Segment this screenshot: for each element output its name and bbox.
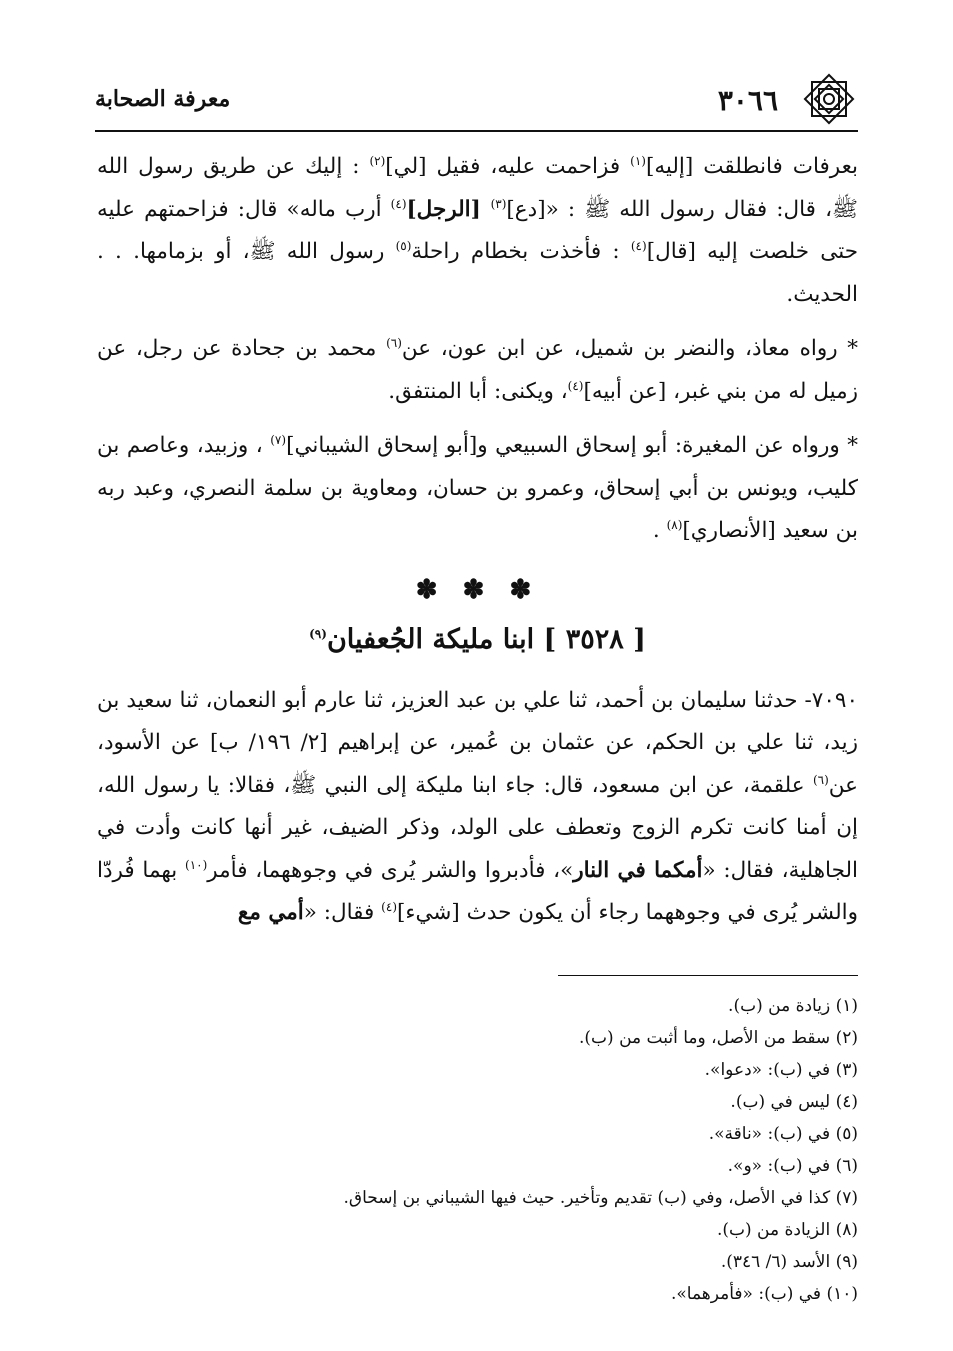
footnote: (١) زيادة من (ب). [728, 996, 858, 1016]
footnote: (٢) سقط من الأصل، وما أثبت من (ب). [579, 1028, 858, 1048]
footnote-marker: (٧) [270, 432, 287, 447]
section-heading: [ ٣٥٢٨ ] ابنا مليكة الجُعفيان$^{(٩)}$ [309, 624, 646, 655]
footnote-marker: (٥) [395, 238, 412, 253]
page-header [95, 70, 858, 132]
footnote-marker: (٤) [630, 238, 647, 253]
section-divider-stars: ✽ ✽ ✽ [415, 574, 540, 605]
footnote: (٧) كذا في الأصل، وفي (ب) تقديم وتأخير. حيث فيها الشيباني بن إسحاق. [343, 1188, 858, 1208]
footnote: (٩) الأسد (٦/ ٣٤٦). [720, 1252, 858, 1272]
footnote-separator [558, 975, 858, 976]
paragraph: * ورواه عن المغيرة: أبو إسحاق السبيعي و[أبو إسحاق الشيباني]$^{(٧)}$ ، وزبيد، وعاصم بن كليب، ويونس بن أبي إسحاق، وعمرو بن حسان، ومعاوية بن سلمة النصري، وعبد ربه بن سعيد [الأنصاري]$^{(٨)}$ . [97, 432, 858, 543]
footnote: (٦) في (ب): «و». [727, 1156, 858, 1176]
main-text [97, 146, 858, 935]
footnote: (٤) ليس في (ب). [730, 1092, 858, 1112]
footnote-marker: (٢) [369, 153, 386, 168]
footnote-marker: (٤) [567, 378, 584, 393]
footnote: (٨) الزيادة من (ب). [716, 1220, 858, 1240]
footnote-marker: (٩) [309, 627, 327, 641]
paragraph: ٧٠٩٠- حدثنا سليمان بن أحمد، ثنا علي بن عبد العزيز، ثنا عارم أبو النعمان، ثنا سعيد بن زيد، ثنا علي بن الحكم، عن عثمان بن عُمير، عن إبراهيم [٢/ ١٩٦/ ب] عن الأسود، عن$^{(٦)}$ علقمة، عن ابن مسعود، قال: جاء ابنا مليكة إلى النبي ﷺ، فقالا: يا رسول الله، إن أمنا كانت تكرم الزوج وتعطف على الولد، وذكر الضيف، غير أنها كانت وأدت في الجاهلية، فقال: «أمكما في النار»، فأدبروا والشر يُرى في وجوههما، فأمر$^{(١٠)}$ بهما فُردّا والشر يُرى في وجوههما رجاء أن يكون حدث [شيء]$^{(٤)}$ فقال: «أمي مع [97, 687, 859, 925]
octagram-ornament-icon [800, 70, 858, 128]
footnote-marker: (١) [630, 153, 646, 168]
footnote-marker: (٨) [666, 517, 683, 532]
footnotes [95, 990, 858, 1310]
footnote: (١٠) في (ب): «فأمرهما». [670, 1284, 858, 1304]
footnote-marker: (٦) [386, 335, 402, 350]
footnote-marker: (٣) [490, 196, 507, 211]
footnote: (٥) في (ب): «ناقة». [708, 1124, 858, 1144]
footnote-marker: (٤) [381, 899, 397, 914]
paragraph: * رواه معاذ، والنضر بن شميل، عن ابن عون، عن$^{(٦)}$ محمد بن جحادة عن رجل، عن زميل له من بني غبر، [عن أبيه]$^{(٤)}$، ويكنى: أبا المنتفق. [97, 335, 859, 404]
footnote-marker: (٦) [812, 772, 829, 787]
footnote-marker: (١٠) [185, 857, 208, 872]
paragraph: بعرفات فانطلقت [إليه]$^{(١)}$ فزاحمت عليه، فقيل [لي]$^{(٢)}$ : إليك عن طريق رسول الله ﷺ، قال: فقال رسول الله ﷺ : «[دع]$^{(٣)}$ [الرجل]$^{(٤)}$ أرب ماله» قال: فزاحمتهم عليه حتى خلصت إليه [قال]$^{(٤)}$ : فأخذت بخطام راحلة$^{(٥)}$ رسول الله ﷺ، أو بزمامها. . . الحديث. [97, 153, 859, 307]
running-title: معرفة الصحابة [95, 86, 231, 112]
page-number: ٣٠٦٦ [717, 84, 778, 117]
footnote: (٣) في (ب): «دعوا». [704, 1060, 858, 1080]
footnote-marker: (٤) [390, 196, 407, 211]
